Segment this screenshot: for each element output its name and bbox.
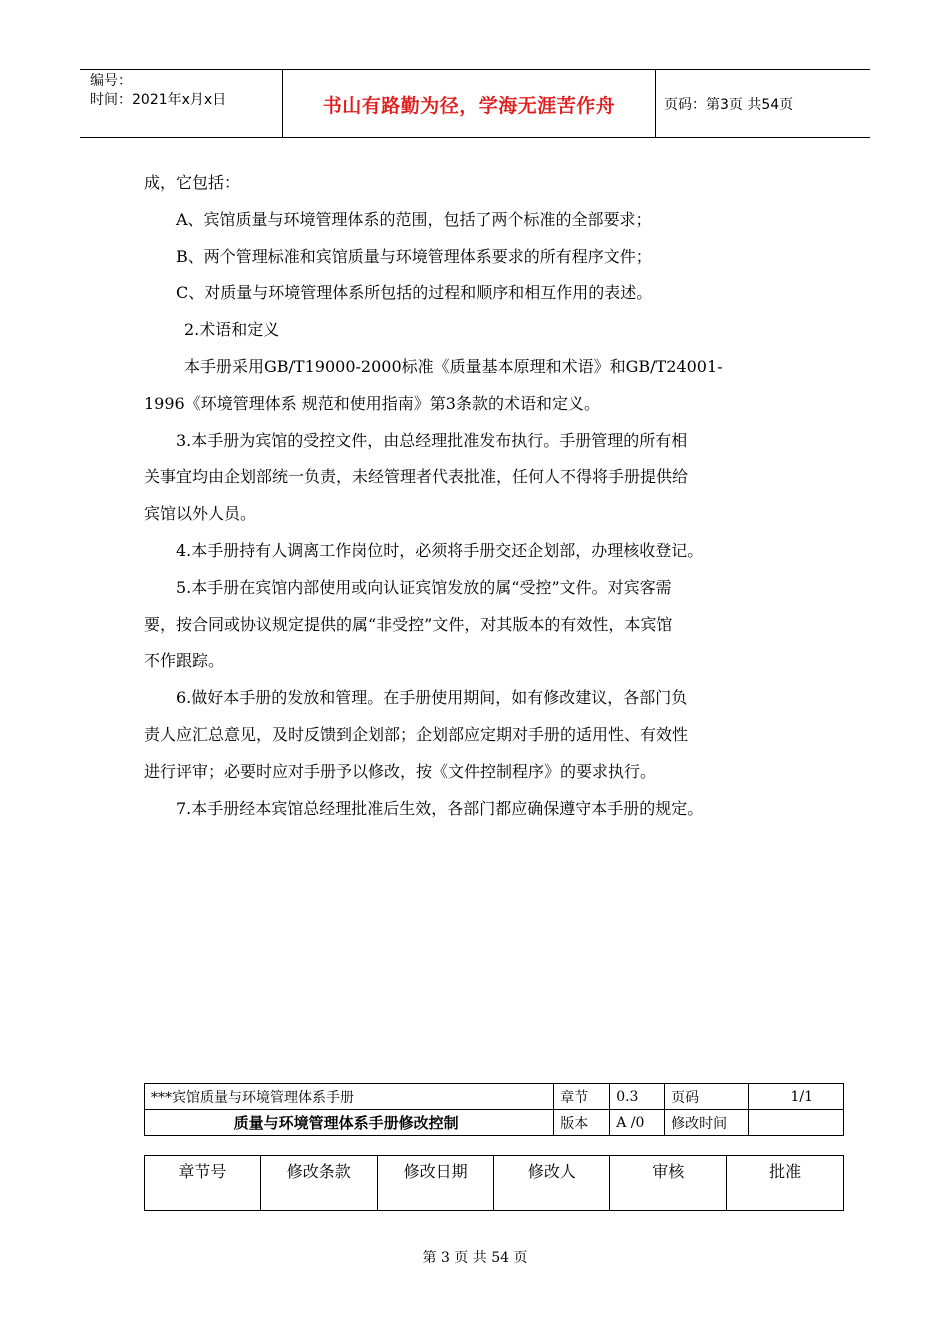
manual-body xyxy=(144,165,804,827)
page-footer: 第 3 页 共 54 页 xyxy=(422,1250,528,1266)
chapter-label: 章节 xyxy=(554,1084,610,1110)
manual-name: ***宾馆质量与环境管理体系手册 xyxy=(145,1084,554,1110)
table-header-row xyxy=(145,1156,844,1211)
paragraph-line: 成，它包括： xyxy=(144,173,241,192)
paragraph-line: B、两个管理标准和宾馆质量与环境管理体系要求的所有程序文件； xyxy=(176,246,652,266)
paragraph-line: 3.本手册为宾馆的受控文件，由总经理批准发布执行。手册管理的所有相 xyxy=(176,430,688,450)
column-header-modifier: 修改人 xyxy=(494,1156,610,1211)
paragraph-line: C、对质量与环境管理体系所包括的过程和顺序和相互作用的表述。 xyxy=(176,283,653,303)
column-header-chapter: 章节号 xyxy=(145,1156,261,1211)
page-label: 页码 xyxy=(665,1084,749,1110)
modify-time-value xyxy=(749,1110,844,1136)
header-motto: 书山有路勤为径，学海无涯苦作舟 xyxy=(322,95,616,117)
paragraph-line: 责人应汇总意见，及时反馈到企划部；企划部应定期对手册的适用性、有效性 xyxy=(144,724,689,744)
paragraph-line: 4.本手册持有人调离工作岗位时，必须将手册交还企划部，办理核收登记。 xyxy=(176,540,704,560)
paragraph-line: 1996《环境管理体系 规范和使用指南》第3条款的术语和定义。 xyxy=(144,393,600,413)
paragraph-line: 7.本手册经本宾馆总经理批准后生效，各部门都应确保遵守本手册的规定。 xyxy=(176,798,704,818)
page-header xyxy=(80,69,870,138)
column-header-review: 审核 xyxy=(610,1156,727,1211)
paragraph-line: 本手册采用GB/T19000-2000标准《质量基本原理和术语》和GB/T24001- xyxy=(184,356,723,376)
chapter-value: 0.3 xyxy=(610,1084,665,1110)
header-page-info: 页码：第3页 共54页 xyxy=(664,97,794,113)
document-title: 质量与环境管理体系手册修改控制 xyxy=(145,1110,554,1136)
page-value: 1/1 xyxy=(749,1084,844,1110)
revision-table xyxy=(144,1155,844,1211)
paragraph-line: 宾馆以外人员。 xyxy=(144,504,257,524)
section-heading: 2.术语和定义 xyxy=(184,320,280,340)
header-motto-cell xyxy=(282,70,656,137)
paragraph-line: 6.做好本手册的发放和管理。在手册使用期间，如有修改建议，各部门负 xyxy=(176,688,688,708)
column-header-clause: 修改条款 xyxy=(260,1156,377,1211)
header-meta xyxy=(80,70,282,137)
manual-info-table xyxy=(144,1083,844,1136)
document-number-label: 编号： xyxy=(90,73,132,89)
paragraph-line: 关事宜均由企划部统一负责，未经管理者代表批准，任何人不得将手册提供给 xyxy=(144,467,689,487)
paragraph-line: 进行评审；必要时应对手册予以修改，按《文件控制程序》的要求执行。 xyxy=(144,761,657,781)
paragraph-line: 不作跟踪。 xyxy=(144,651,225,671)
version-label: 版本 xyxy=(554,1110,610,1136)
paragraph-line: 5.本手册在宾馆内部使用或向认证宾馆发放的属“受控”文件。对宾客需 xyxy=(176,577,672,597)
column-header-date: 修改日期 xyxy=(377,1156,494,1211)
document-time-label: 时间：2021年x月x日 xyxy=(90,92,227,108)
version-value: A /0 xyxy=(610,1110,665,1136)
column-header-approve: 批准 xyxy=(727,1156,844,1211)
paragraph-line: 要，按合同或协议规定提供的属“非受控”文件，对其版本的有效性，本宾馆 xyxy=(144,614,673,634)
modify-time-label: 修改时间 xyxy=(665,1110,749,1136)
paragraph-line: A、宾馆质量与环境管理体系的范围，包括了两个标准的全部要求； xyxy=(176,209,652,229)
